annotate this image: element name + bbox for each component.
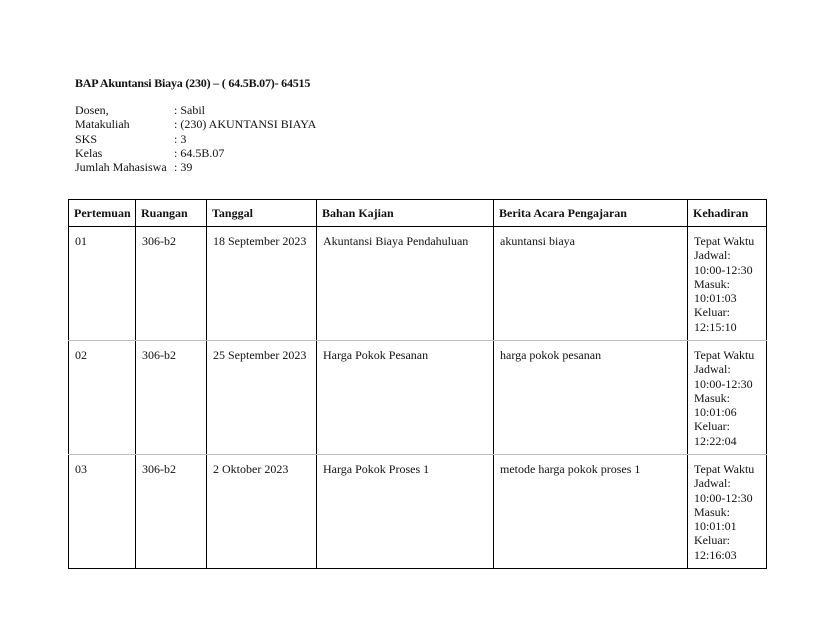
kehadiran-keluar-label: Keluar: — [694, 305, 730, 320]
document-title: BAP Akuntansi Biaya (230) – ( 64.5B.07)- 64515 — [75, 76, 311, 90]
cell-bahan-kajian: Harga Pokok Pesanan — [317, 341, 494, 455]
table-row — [69, 341, 767, 455]
kehadiran-masuk-value: 10:01:03 — [694, 291, 737, 306]
info-label: Dosen, — [75, 103, 109, 117]
info-row-matakuliah — [75, 117, 316, 131]
kehadiran-jadwal-label: Jadwal: — [694, 248, 731, 263]
header-berita-acara: Berita Acara Pengajaran — [494, 200, 688, 227]
kehadiran-keluar-label: Keluar: — [694, 533, 730, 548]
table-row — [69, 227, 767, 341]
header-kehadiran: Kehadiran — [688, 200, 767, 227]
kehadiran-jadwal-value: 10:00-12:30 — [694, 376, 753, 391]
table-header-row — [69, 200, 767, 227]
info-value: : Sabil — [174, 103, 206, 117]
kehadiran-jadwal-value: 10:00-12:30 — [694, 490, 753, 505]
kehadiran-jadwal-label: Jadwal: — [694, 476, 731, 491]
info-value: : 64.5B.07 — [174, 145, 225, 160]
info-label: Jumlah Mahasiswa — [75, 160, 167, 175]
kehadiran-keluar-value: 12:16:03 — [694, 547, 737, 562]
info-value: : (230) AKUNTANSI BIAYA — [174, 117, 317, 132]
kehadiran-masuk-value: 10:01:06 — [694, 405, 737, 420]
info-value: : 39 — [174, 160, 193, 175]
cell-ruangan: 306-b2 — [136, 455, 207, 569]
info-row-jumlah-mahasiswa — [75, 160, 316, 174]
bap-table — [68, 199, 767, 569]
cell-pertemuan: 01 — [69, 227, 136, 341]
header-ruangan: Ruangan — [136, 200, 207, 227]
kehadiran-masuk-label: Masuk: — [694, 504, 730, 519]
cell-berita-acara: akuntansi biaya — [494, 227, 688, 341]
cell-kehadiran — [688, 341, 767, 455]
table-row — [69, 455, 767, 569]
kehadiran-keluar-value: 12:15:10 — [694, 319, 737, 334]
cell-berita-acara: harga pokok pesanan — [494, 341, 688, 455]
cell-bahan-kajian: Harga Pokok Proses 1 — [317, 455, 494, 569]
course-info — [75, 103, 316, 174]
info-label: Matakuliah — [75, 117, 130, 132]
info-row-dosen — [75, 103, 316, 117]
info-label: Kelas — [75, 145, 103, 160]
kehadiran-jadwal-value: 10:00-12:30 — [694, 262, 753, 277]
cell-kehadiran — [688, 455, 767, 569]
kehadiran-masuk-value: 10:01:01 — [694, 519, 737, 534]
info-label: SKS — [75, 131, 98, 146]
cell-ruangan: 306-b2 — [136, 227, 207, 341]
header-bahan-kajian: Bahan Kajian — [317, 200, 494, 227]
info-row-kelas — [75, 146, 316, 160]
cell-bahan-kajian: Akuntansi Biaya Pendahuluan — [317, 227, 494, 341]
info-value: : 3 — [174, 131, 187, 146]
cell-ruangan: 306-b2 — [136, 341, 207, 455]
cell-pertemuan: 02 — [69, 341, 136, 455]
cell-tanggal: 2 Oktober 2023 — [207, 455, 317, 569]
kehadiran-jadwal-label: Jadwal: — [694, 362, 731, 377]
cell-tanggal: 25 September 2023 — [207, 341, 317, 455]
kehadiran-masuk-label: Masuk: — [694, 276, 730, 291]
kehadiran-status: Tepat Waktu — [694, 348, 755, 362]
header-tanggal: Tanggal — [207, 200, 317, 227]
kehadiran-masuk-label: Masuk: — [694, 390, 730, 405]
kehadiran-status: Tepat Waktu — [694, 462, 755, 476]
cell-berita-acara: metode harga pokok proses 1 — [494, 455, 688, 569]
kehadiran-keluar-value: 12:22:04 — [694, 433, 737, 448]
cell-pertemuan: 03 — [69, 455, 136, 569]
kehadiran-keluar-label: Keluar: — [694, 419, 730, 434]
cell-tanggal: 18 September 2023 — [207, 227, 317, 341]
kehadiran-status: Tepat Waktu — [694, 234, 755, 248]
info-row-sks — [75, 132, 316, 146]
header-pertemuan: Pertemuan — [69, 200, 136, 227]
cell-kehadiran — [688, 227, 767, 341]
